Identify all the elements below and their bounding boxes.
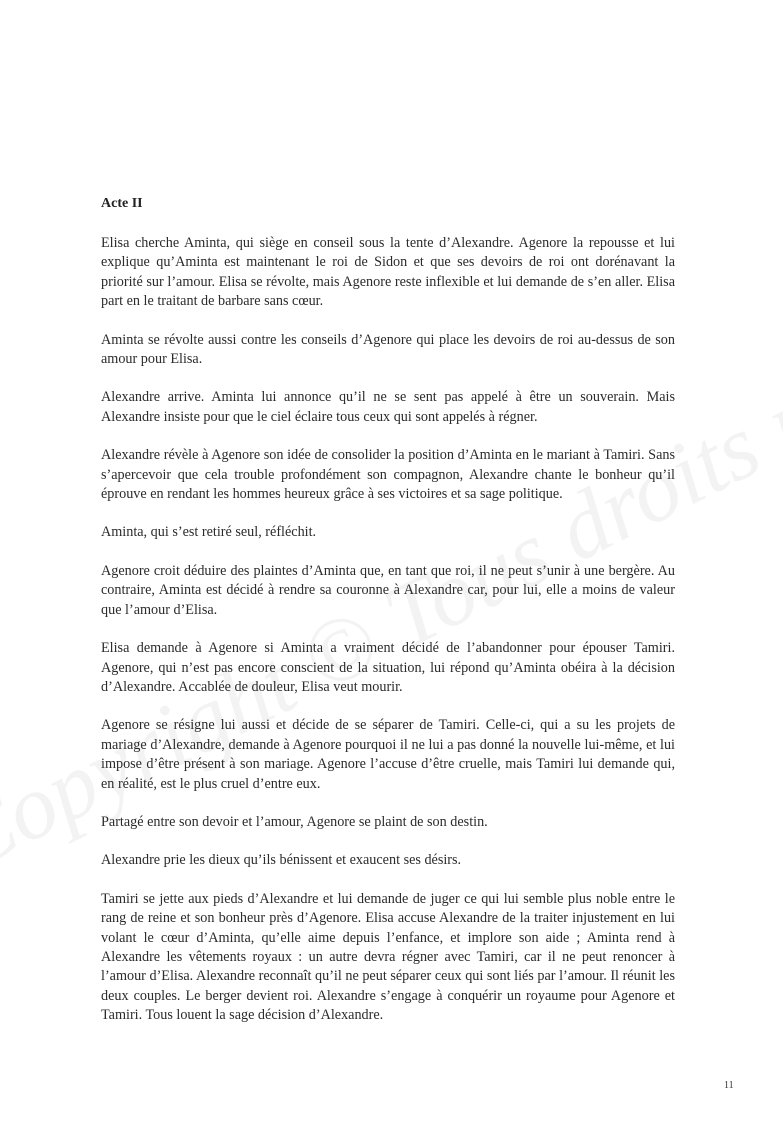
act-title: Acte II	[101, 196, 143, 211]
paragraph: Elisa demande à Agenore si Aminta a vraiment décidé de l’abandonner pour épouser Tamiri. Agenore, qui n’est pas encore conscient de la situation, lui répond qu’Aminta obéira à la décision d’Alexandre. Accablée de douleur, Elisa veut mourir.	[101, 640, 675, 695]
paragraph: Aminta, qui s’est retiré seul, réfléchit.	[101, 524, 317, 541]
paragraph: Partagé entre son devoir et l’amour, Agenore se plaint de son destin.	[101, 813, 488, 830]
paragraph: Alexandre révèle à Agenore son idée de consolider la position d’Aminta en le mariant à Tamiri. Sans s’apercevoir que cela trouble profondément son compagnon, Alexandre chante le bonheur qu’il éprouve en rendant les hommes heureux grâce à ses victoires et sa sage politique.	[101, 447, 675, 503]
paragraph: Tamiri se jette aux pieds d’Alexandre et lui demande de juger ce qui lui semble plus noble entre le rang de reine et son bonheur près d’Agenore. Elisa accuse Alexandre de la traiter injustement en lui volant le cœur d’Aminta, qu’elle aime depuis l’enfance, et implore son aide ; Aminta rend à Alexandre les vêtements royaux : un autre devra régner avec Tamiri, car il ne peut renoncer à l’amour d’Elisa. Alexandre reconnaît qu’il ne peut séparer ceux qui sont liés par l’amour. Il réunit les deux couples. Le berger devient roi. Alexandre s’engage à conquérir un royaume pour Agenore et Tamiri. Tous louent la sage décision d’Alexandre.	[101, 890, 675, 1024]
paragraph: Agenore se résigne lui aussi et décide de se séparer de Tamiri. Celle-ci, qui a su les projets de mariage d’Alexandre, demande à Agenore pourquoi il ne lui a pas donné la nouvelle lui-même, et lui impose d’être présent à son mariage. Agenore l’accuse d’être cruelle, mais Tamiri lui demande qui, en réalité, est le plus cruel d’entre eux.	[101, 717, 675, 792]
paragraph: Alexandre arrive. Aminta lui annonce qu’il ne se sent pas appelé à être un souverain. Mais Alexandre insiste pour que le ciel éclaire tous ceux qui sont appelés à régner.	[101, 389, 675, 425]
paragraph: Elisa cherche Aminta, qui siège en conseil sous la tente d’Alexandre. Agenore la repousse et lui explique qu’Aminta est maintenant le roi de Sidon et que ses devoirs de roi ont dorénavant la priorité sur l’amour. Elisa se révolte, mais Agenore reste inflexible et lui demande de s’en aller. Elisa part en le traitant de barbare sans cœur.	[101, 235, 675, 310]
page-number: 11	[724, 1080, 734, 1091]
paragraph: Aminta se révolte aussi contre les conseils d’Agenore qui place les devoirs de roi au-dessus de son amour pour Elisa.	[101, 331, 675, 368]
page-content	[101, 196, 675, 1045]
paragraph: Agenore croit déduire des plaintes d’Aminta que, en tant que roi, il ne peut s’unir à une bergère. Au contraire, Aminta est décidé à rendre sa couronne à Alexandre car, pour lui, elle a moins de valeur que l’amour d’Elisa.	[101, 562, 675, 618]
paragraph: Alexandre prie les dieux qu’ils bénissent et exaucent ses désirs.	[101, 852, 462, 869]
